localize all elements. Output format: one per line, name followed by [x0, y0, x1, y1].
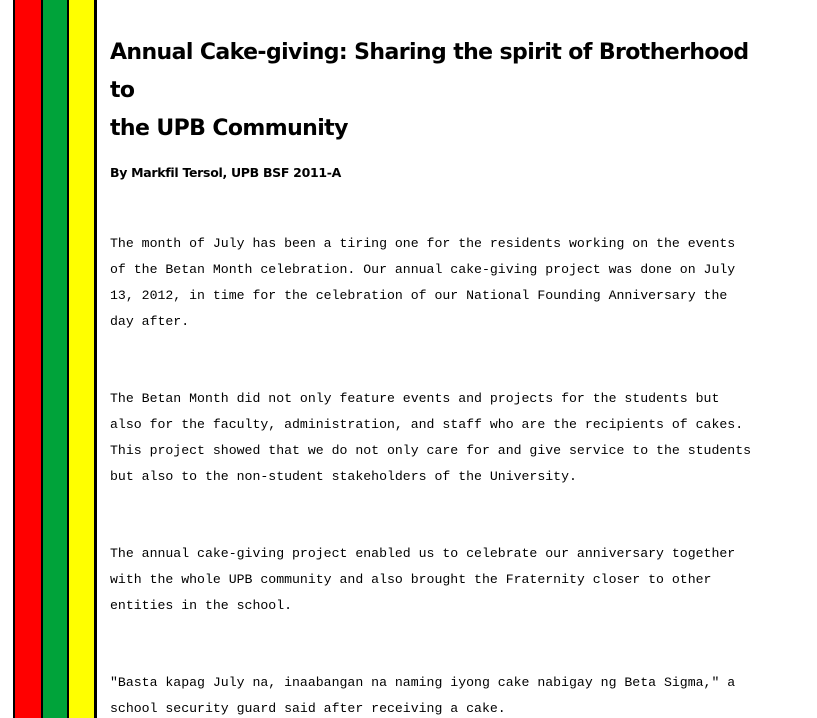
paragraph-line: school security guard said after receiving a cake. — [110, 701, 506, 716]
border-stripe-yellow — [69, 0, 94, 718]
article-paragraph — [110, 670, 780, 718]
border-stripe-green — [43, 0, 67, 718]
article-title-line: Annual Cake-giving: Sharing the spirit of Brotherhood to — [110, 40, 749, 103]
paragraph-line: This project showed that we do not only care for and give service to the students — [110, 443, 752, 458]
paragraph-line: 13, 2012, in time for the celebration of our National Founding Anniversary the — [110, 288, 728, 303]
article-title-line: the UPB Community — [110, 116, 348, 141]
border-stripe-divider — [94, 0, 97, 718]
article-byline: By Markfil Tersol, UPB BSF 2011-A — [110, 165, 342, 180]
border-stripe-red — [15, 0, 41, 718]
paragraph-line: day after. — [110, 314, 190, 329]
article-paragraph — [110, 231, 780, 335]
paragraph-line: The annual cake-giving project enabled us to celebrate our anniversary together — [110, 546, 736, 561]
paragraph-line: "Basta kapag July na, inaabangan na naming iyong cake nabigay ng Beta Sigma," a — [110, 675, 736, 690]
paragraph-line: with the whole UPB community and also brought the Fraternity closer to other — [110, 572, 712, 587]
paragraph-line: The month of July has been a tiring one for the residents working on the events — [110, 236, 736, 251]
article-paragraph — [110, 386, 780, 490]
article-content — [110, 34, 780, 718]
paragraph-line: also for the faculty, administration, and staff who are the recipients of cakes. — [110, 417, 744, 432]
paragraph-line: of the Betan Month celebration. Our annual cake-giving project was done on July — [110, 262, 736, 277]
article-title — [110, 34, 780, 148]
article-body — [110, 231, 780, 718]
paragraph-line: The Betan Month did not only feature events and projects for the students but — [110, 391, 720, 406]
article-paragraph — [110, 541, 780, 619]
paragraph-line: but also to the non-student stakeholders of the University. — [110, 469, 577, 484]
paragraph-line: entities in the school. — [110, 598, 293, 613]
